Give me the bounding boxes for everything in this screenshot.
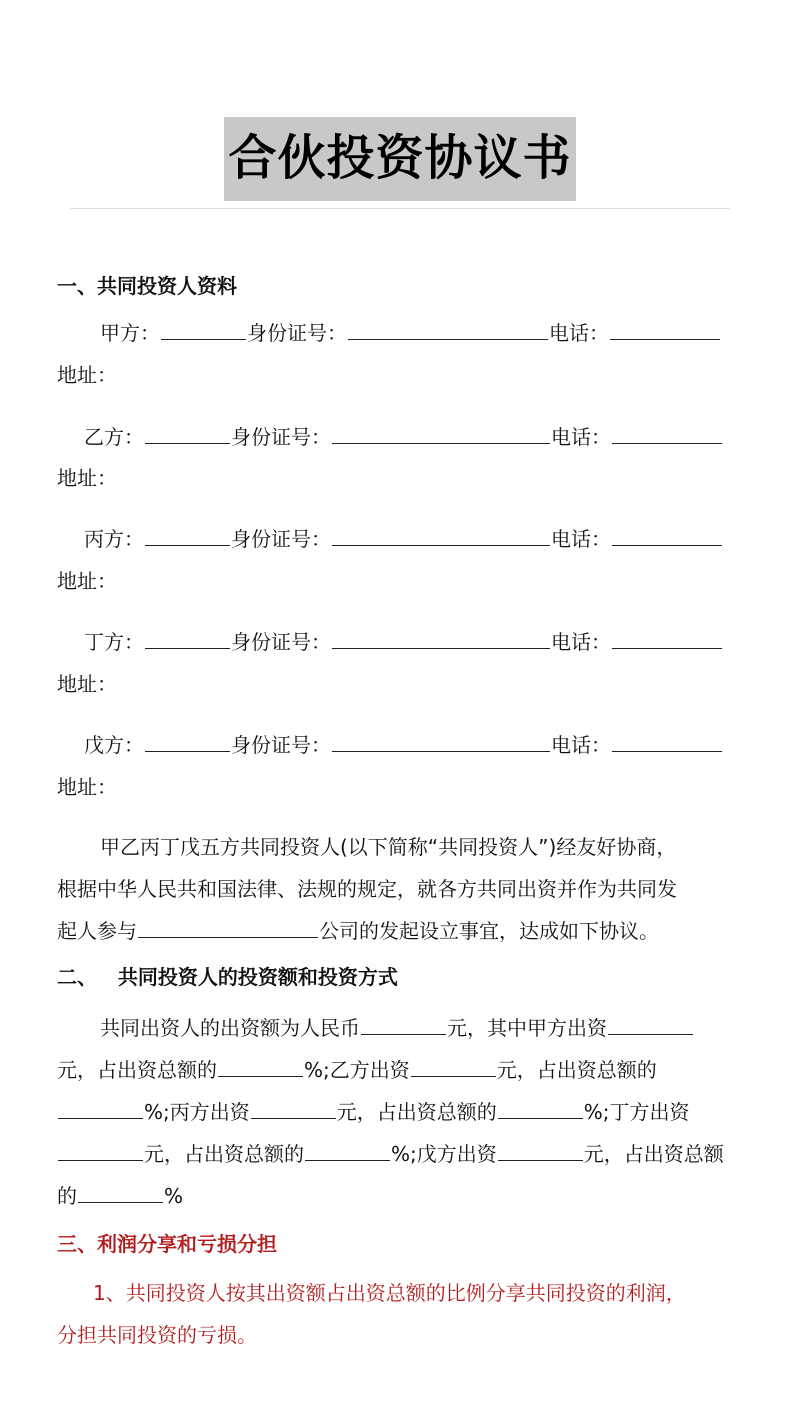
id-blank[interactable]: [332, 733, 550, 752]
id-blank[interactable]: [332, 425, 550, 444]
document-title: 合伙投资协议书: [224, 117, 575, 201]
address-label: 地址：: [57, 466, 117, 490]
address-row-ding: [57, 671, 117, 697]
section3-heading: 三、利润分享和亏损分担: [57, 1232, 277, 1256]
jia-amount-blank[interactable]: [608, 1016, 693, 1035]
id-blank[interactable]: [348, 321, 548, 340]
name-blank[interactable]: [161, 321, 246, 340]
party-label: 丙方：: [84, 527, 144, 551]
address-label: 地址：: [57, 672, 117, 696]
id-label: 身份证号：: [231, 425, 331, 449]
title-wrap: [0, 117, 800, 201]
yi-percent-blank[interactable]: [58, 1100, 143, 1119]
name-blank[interactable]: [145, 630, 230, 649]
address-row-wu: [57, 774, 117, 800]
intro-line-1: 甲乙丙丁戊五方共同投资人(以下简称“共同投资人”)经友好协商，: [100, 835, 677, 859]
invest-text: 元，占出资总额: [583, 1142, 724, 1166]
ding-amount-blank[interactable]: [58, 1142, 143, 1161]
wu-amount-blank[interactable]: [498, 1142, 583, 1161]
party-row-ding: [84, 629, 723, 655]
invest-line-1: [100, 1015, 694, 1041]
phone-blank[interactable]: [612, 733, 722, 752]
party-row-jia: [100, 320, 721, 346]
party-row-yi: [84, 424, 723, 450]
jia-percent-blank[interactable]: [218, 1058, 303, 1077]
section1-heading: 一、共同投资人资料: [57, 274, 237, 298]
phone-label: 电话：: [551, 630, 611, 654]
invest-line-2: [57, 1057, 657, 1083]
id-blank[interactable]: [332, 527, 550, 546]
party-label: 丁方：: [84, 630, 144, 654]
address-row-jia: [57, 362, 117, 388]
invest-text: 的: [57, 1184, 77, 1208]
invest-text: 元，占出资总额的: [144, 1142, 304, 1166]
id-blank[interactable]: [332, 630, 550, 649]
address-label: 地址：: [57, 775, 117, 799]
company-blank[interactable]: [138, 919, 318, 938]
phone-blank[interactable]: [610, 321, 720, 340]
phone-blank[interactable]: [612, 425, 722, 444]
phone-blank[interactable]: [612, 527, 722, 546]
invest-line-4: [57, 1141, 724, 1167]
yi-amount-blank[interactable]: [411, 1058, 496, 1077]
phone-label: 电话：: [551, 733, 611, 757]
bing-percent-blank[interactable]: [498, 1100, 583, 1119]
invest-line-3: [57, 1099, 690, 1125]
phone-blank[interactable]: [612, 630, 722, 649]
party-label: 戊方：: [84, 733, 144, 757]
invest-text: %;戊方出资: [391, 1142, 497, 1166]
invest-text: %: [164, 1184, 184, 1208]
total-amount-blank[interactable]: [361, 1016, 446, 1035]
party-label: 甲方：: [100, 321, 160, 345]
invest-text: 元，占出资总额的: [496, 1058, 657, 1082]
address-row-yi: [57, 465, 117, 491]
id-label: 身份证号：: [247, 321, 347, 345]
title-divider: [70, 208, 730, 209]
intro-text: 公司的发起设立事宜，达成如下协议。: [319, 919, 659, 943]
id-label: 身份证号：: [231, 630, 331, 654]
name-blank[interactable]: [145, 527, 230, 546]
ding-percent-blank[interactable]: [305, 1142, 390, 1161]
invest-text: %;乙方出资: [304, 1058, 410, 1082]
section2-heading: 二、 共同投资人的投资额和投资方式: [57, 965, 398, 989]
invest-line-5: [57, 1183, 183, 1209]
phone-label: 电话：: [551, 527, 611, 551]
invest-text: %;丁方出资: [583, 1100, 690, 1124]
intro-line-3: [57, 918, 659, 944]
invest-text: 共同出资人的出资额为人民币: [100, 1016, 360, 1040]
party-row-bing: [84, 526, 723, 552]
profit-line-2: 分担共同投资的亏损。: [57, 1323, 257, 1347]
invest-text: 元，占出资总额的: [336, 1100, 497, 1124]
intro-line-2: 根据中华人民共和国法律、法规的规定，就各方共同出资并作为共同发: [57, 877, 677, 901]
address-row-bing: [57, 568, 117, 594]
name-blank[interactable]: [145, 733, 230, 752]
intro-text: 起人参与: [57, 919, 137, 943]
wu-percent-blank[interactable]: [78, 1184, 163, 1203]
bing-amount-blank[interactable]: [251, 1100, 336, 1119]
party-label: 乙方：: [84, 425, 144, 449]
name-blank[interactable]: [145, 425, 230, 444]
invest-text: 元，其中甲方出资: [447, 1016, 607, 1040]
profit-line-1: 1、共同投资人按其出资额占出资总额的比例分享共同投资的利润，: [93, 1281, 686, 1305]
phone-label: 电话：: [549, 321, 609, 345]
phone-label: 电话：: [551, 425, 611, 449]
invest-text: 元，占出资总额的: [57, 1058, 217, 1082]
invest-text: %;丙方出资: [144, 1100, 250, 1124]
address-label: 地址：: [57, 569, 117, 593]
id-label: 身份证号：: [231, 733, 331, 757]
address-label: 地址：: [57, 363, 117, 387]
id-label: 身份证号：: [231, 527, 331, 551]
party-row-wu: [84, 732, 723, 758]
